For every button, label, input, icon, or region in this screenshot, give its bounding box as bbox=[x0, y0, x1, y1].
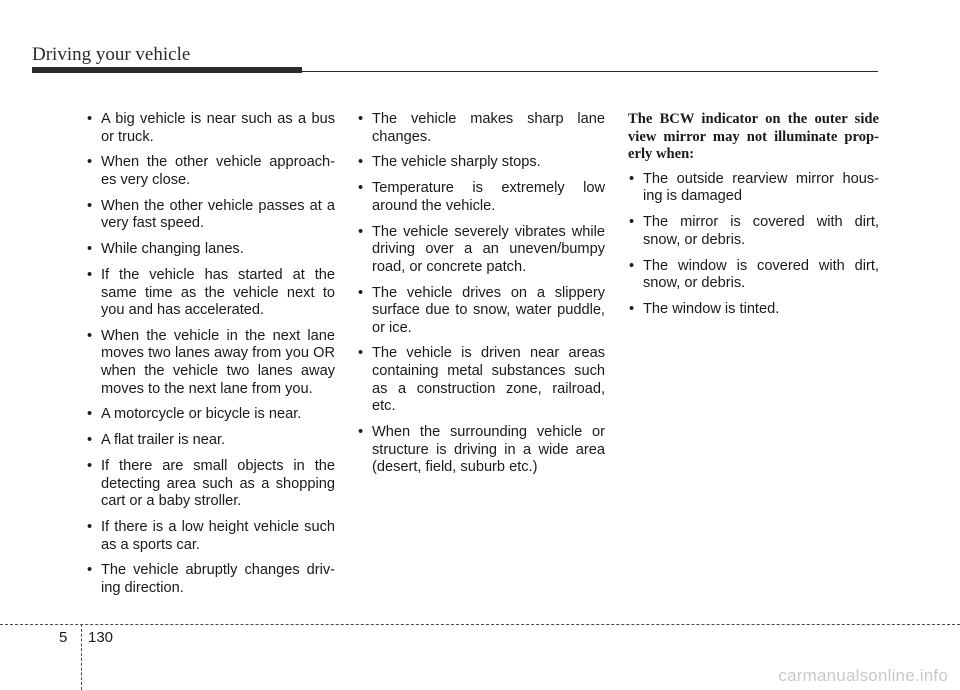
bullet-icon: • bbox=[87, 562, 93, 579]
bullet-icon: • bbox=[87, 154, 93, 171]
column-right bbox=[628, 111, 879, 327]
list-item bbox=[86, 562, 335, 597]
bullet-icon: • bbox=[87, 458, 93, 474]
watermark: carmanualsonline.info bbox=[778, 666, 948, 685]
list-item-text: If there is a low height vehicle such as a sports car. bbox=[101, 518, 335, 553]
list-item bbox=[628, 258, 879, 293]
page-header-title: Driving your vehicle bbox=[32, 44, 191, 65]
list-item bbox=[628, 214, 879, 249]
list-item-text: The window is tinted. bbox=[643, 300, 780, 317]
list-item-text: When the other vehicle passes at a very fast speed. bbox=[101, 197, 335, 232]
list-item bbox=[357, 345, 605, 415]
bullet-icon: • bbox=[87, 432, 93, 449]
list-item bbox=[86, 154, 335, 189]
bullet-icon: • bbox=[87, 406, 93, 423]
list-item-text: The window is covered with dirt, snow, or debris. bbox=[643, 257, 879, 292]
list-item bbox=[357, 154, 605, 172]
bullet-icon: • bbox=[358, 424, 364, 441]
conditions-list-right bbox=[628, 171, 879, 319]
list-item-text: A big vehicle is near such as a bus or truck. bbox=[101, 111, 335, 145]
bullet-icon: • bbox=[87, 266, 93, 283]
list-item bbox=[86, 519, 335, 554]
list-item bbox=[357, 424, 605, 477]
list-item-text: Temperature is extremely low around the vehicle. bbox=[372, 180, 605, 214]
bullet-icon: • bbox=[629, 257, 635, 274]
list-item bbox=[357, 285, 605, 338]
list-item-text: The vehicle makes sharp lane changes. bbox=[372, 111, 605, 145]
bullet-icon: • bbox=[358, 284, 364, 301]
conditions-list-middle bbox=[357, 111, 605, 477]
header-rule-thick bbox=[32, 67, 302, 73]
list-item-text: The mirror is covered with dirt, snow, or debris. bbox=[643, 214, 879, 248]
conditions-list-left bbox=[86, 111, 335, 598]
list-item-text: The vehicle abruptly changes driv-ing direction. bbox=[101, 562, 335, 596]
list-item bbox=[357, 111, 605, 146]
list-item-text: If there are small objects in the detecting area such as a shopping cart or a baby stroller. bbox=[101, 458, 335, 510]
list-item-text: The vehicle drives on a slippery surface due to snow, water puddle, or ice. bbox=[372, 284, 605, 336]
list-item bbox=[357, 224, 605, 277]
list-item-text: The vehicle severely vibrates while driving over a an uneven/bumpy road, or concrete patch. bbox=[372, 223, 605, 275]
bullet-icon: • bbox=[87, 111, 93, 127]
bullet-icon: • bbox=[358, 180, 364, 197]
list-item bbox=[86, 198, 335, 233]
footer-divider bbox=[81, 624, 82, 690]
list-item bbox=[86, 432, 335, 450]
column-left bbox=[86, 111, 335, 606]
footer-rule bbox=[0, 624, 960, 625]
header-rule-thin bbox=[300, 71, 878, 72]
bullet-icon: • bbox=[358, 223, 364, 240]
bullet-icon: • bbox=[629, 300, 635, 317]
list-item-text: The vehicle sharply stops. bbox=[372, 154, 541, 171]
bullet-icon: • bbox=[87, 327, 93, 344]
list-item-text: A motorcycle or bicycle is near. bbox=[101, 406, 302, 423]
list-item-text: A flat trailer is near. bbox=[101, 432, 226, 449]
list-item-text: While changing lanes. bbox=[101, 241, 244, 258]
list-item bbox=[628, 301, 879, 319]
bullet-icon: • bbox=[87, 241, 93, 258]
list-item-text: When the vehicle in the next lane moves two lanes away from you OR when the vehicle two lanes away moves to the next lane from you. bbox=[101, 327, 335, 397]
list-item-text: If the vehicle has started at the same time as the vehicle next to you and has accelerated. bbox=[101, 266, 335, 319]
bullet-icon: • bbox=[629, 170, 635, 187]
bullet-icon: • bbox=[358, 345, 364, 362]
bullet-icon: • bbox=[87, 518, 93, 535]
bullet-icon: • bbox=[629, 214, 635, 231]
list-item-text: When the other vehicle approach-es very close. bbox=[101, 154, 335, 188]
bullet-icon: • bbox=[358, 154, 364, 171]
column-middle bbox=[357, 111, 605, 485]
chapter-number: 5 bbox=[59, 629, 68, 646]
list-item bbox=[86, 241, 335, 259]
list-item bbox=[86, 458, 335, 511]
list-item bbox=[86, 406, 335, 424]
page-number: 130 bbox=[88, 629, 114, 646]
bcw-indicator-heading: The BCW indicator on the outer side view mirror may not illuminate prop-erly when: bbox=[628, 111, 879, 163]
list-item-text: The outside rearview mirror hous-ing is damaged bbox=[643, 170, 879, 205]
list-item bbox=[357, 180, 605, 215]
list-item-text: The vehicle is driven near areas containing metal substances such as a construction zone, railroad, etc. bbox=[372, 345, 605, 415]
list-item-text: When the surrounding vehicle or structure is driving in a wide area (desert, field, suburb etc.) bbox=[372, 424, 605, 476]
list-item bbox=[86, 267, 335, 320]
list-item bbox=[86, 328, 335, 398]
bullet-icon: • bbox=[87, 197, 93, 214]
list-item bbox=[86, 111, 335, 146]
bullet-icon: • bbox=[358, 111, 364, 127]
list-item bbox=[628, 171, 879, 206]
